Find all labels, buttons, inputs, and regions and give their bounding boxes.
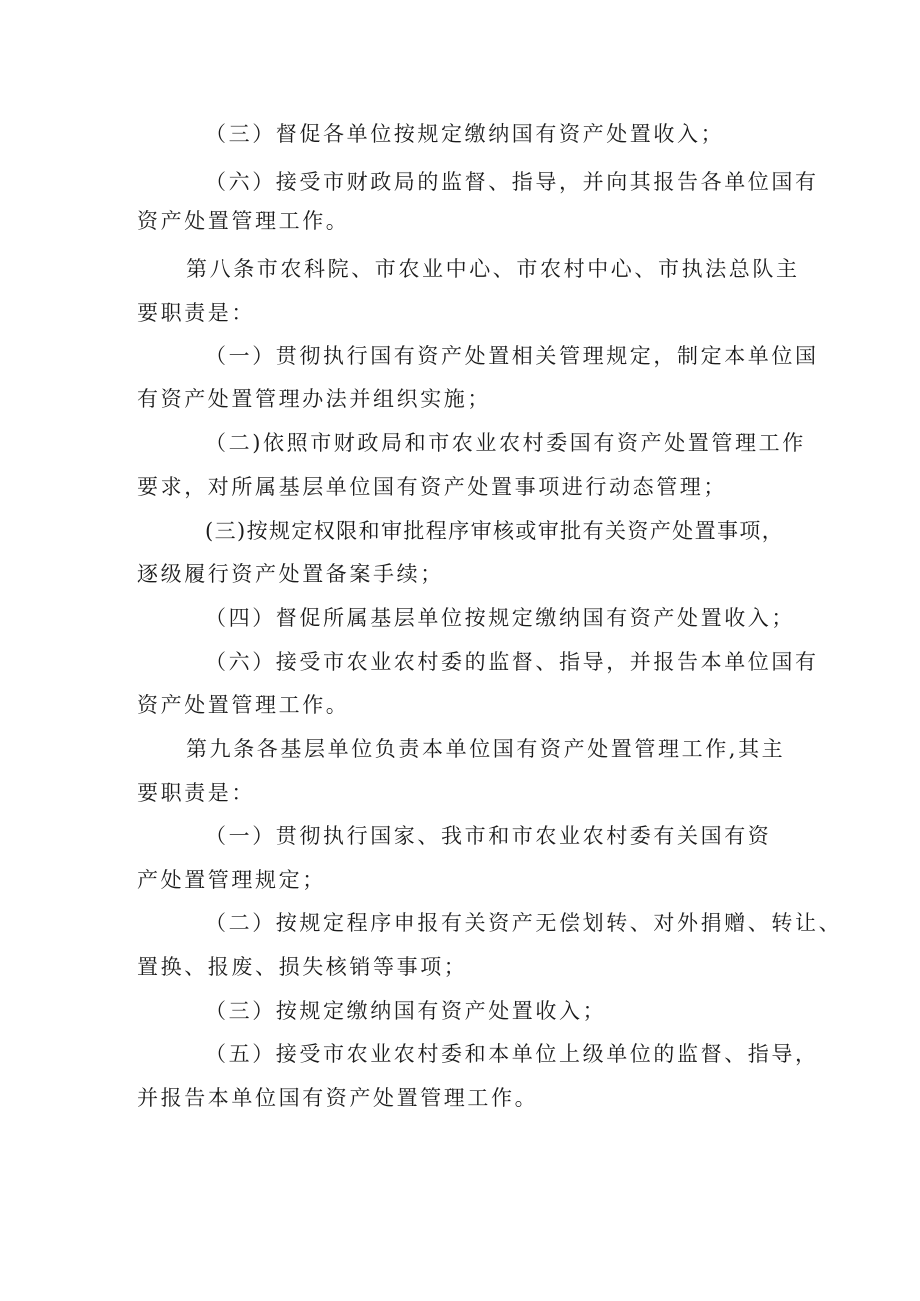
paragraph-line: 资产处置管理工作。 (137, 693, 350, 717)
paragraph-line: （六）接受市财政局的监督、指导，并向其报告各单位国有 (205, 170, 819, 194)
article-heading-line: 第八条市农科院、市农业中心、市农村中心、市执法总队主 (186, 257, 800, 281)
paragraph-line: (三)按规定权限和审批程序审核或审批有关资产处置事项， (205, 519, 785, 543)
paragraph-line: （五）接受市农业农村委和本单位上级单位的监督、指导， (205, 1042, 819, 1066)
paragraph-line: 逐级履行资产处置备案手续； (137, 562, 444, 586)
paragraph-line: 要职责是： (137, 781, 255, 805)
paragraph-line: 产处置管理规定； (137, 868, 326, 892)
paragraph-line: （三）督促各单位按规定缴纳国有资产处置收入； (205, 122, 725, 146)
paragraph-line: 有资产处置管理办法并组织实施； (137, 387, 491, 411)
paragraph-line: （三）按规定缴纳国有资产处置收入； (205, 999, 607, 1023)
paragraph-line: （六）接受市农业农村委的监督、指导，并报告本单位国有 (205, 650, 819, 674)
paragraph-line: 资产处置管理工作。 (137, 209, 350, 233)
paragraph-line: 要求，对所属基层单位国有资产处置事项进行动态管理； (137, 475, 727, 499)
paragraph-line: （一）贯彻执行国家、我市和市农业农村委有关国有资 (205, 824, 772, 848)
paragraph-line: （二)依照市财政局和市农业农村委国有资产处置管理工作 (205, 431, 806, 455)
paragraph-line: （四）督促所属基层单位按规定缴纳国有资产处置收入； (205, 606, 795, 630)
paragraph-line: （一）贯彻执行国有资产处置相关管理规定，制定本单位国 (205, 344, 819, 368)
paragraph-line: 要职责是： (137, 301, 255, 325)
paragraph-line: 并报告本单位国有资产处置管理工作。 (137, 1086, 539, 1110)
paragraph-line: （二）按规定程序申报有关资产无偿划转、对外捐赠、转让、 (205, 911, 843, 935)
article-heading-line: 第九条各基层单位负责本单位国有资产处置管理工作,其主 (186, 737, 786, 761)
paragraph-line: 置换、报废、损失核销等事项； (137, 955, 468, 979)
